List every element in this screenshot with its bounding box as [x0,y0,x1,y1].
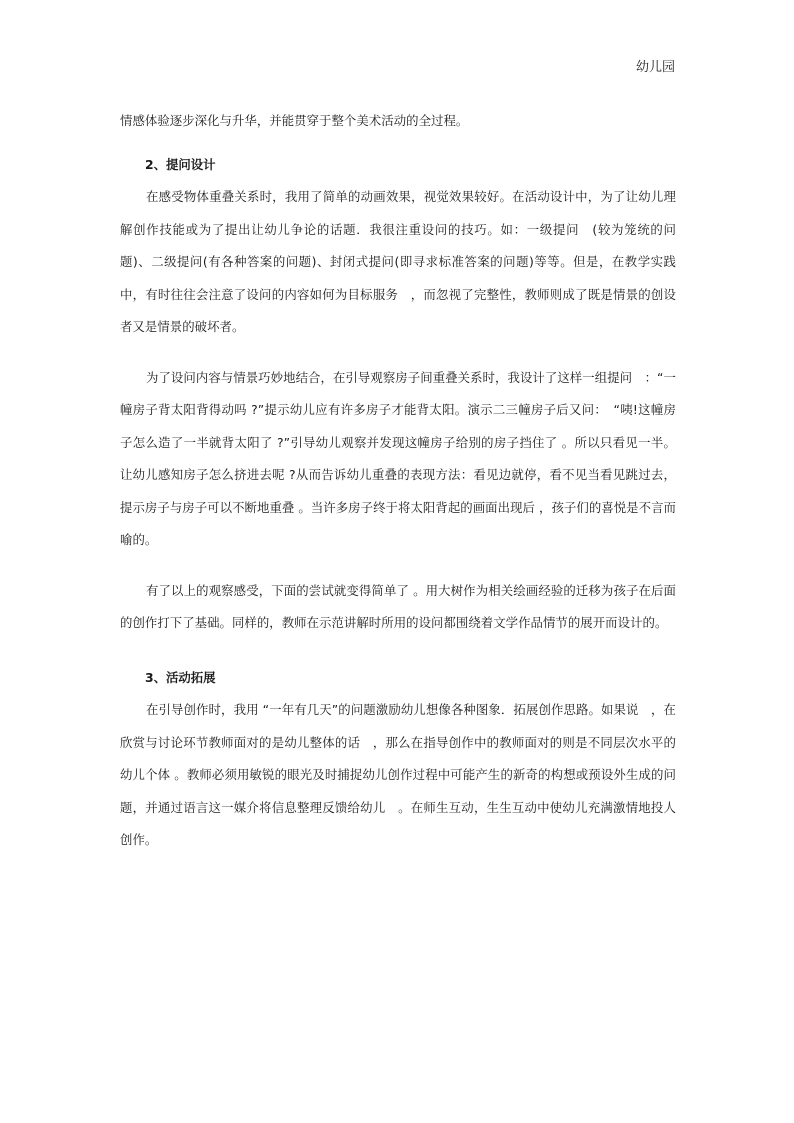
section-2-paragraph-3: 有了以上的观察感受，下面的尝试就变得简单了 。用大树作为相关绘画经验的迁移为孩子在后面的创作打下了基础。同样的，教师在示范讲解时所用的设问都围绕着文学作品情节的展开而设计的。 [120,582,676,630]
section-3-heading: 3、活动拓展 [145,669,216,685]
spacer [120,344,676,362]
section-2-paragraph-2: 为了设问内容与情景巧妙地结合，在引导观察房子间重叠关系时，我设计了这样一组提问 ：“一幢房子背太阳背得动吗 ?”提示幼儿应有许多房子才能背太阳。演示二三幢房子后又问： “咦!这幢房子怎么造了一半就背太阳了 ?”引导幼儿观察并发现这幢房子给别的房子挡住了 。所以只看见一半。让幼儿感知房子怎么挤进去呢 ?从而告诉幼儿重叠的表现方法：看见边就停，看不见当看见跳过去，提示房子与房子可以不断地重叠 。当许多房子终于将太阳背起的画面出现后 ，孩子们的喜悦是不言而喻的。 [120,369,676,547]
document-body [120,105,676,857]
spacer [120,138,676,149]
section-2-paragraph-1: 在感受物体重叠关系时，我用了简单的动画效果，视觉效果较好。在活动设计中，为了让幼儿理解创作技能或为了提出让幼儿争论的话题．我很注重设问的技巧。如：一级提问 (较为笼统的问题)、二级提问(有各种答案的问题)、封闭式提问(即寻求标准答案的问题)等等。但是，在教学实践中，有时往往会注意了设问的内容如何为目标服务 ，而忽视了完整性，教师则成了既是情景的创设者又是情景的破坏者。 [120,189,676,334]
page-header: 幼儿园 [635,60,675,75]
section-2-heading: 2、提问设计 [145,156,216,172]
spacer [120,557,676,575]
intro-tail-paragraph: 情感体验逐步深化与升华，并能贯穿于整个美术活动的全过程。 [120,113,469,128]
spacer [120,640,676,662]
section-3-paragraph-1: 在引导创作时，我用 “一年有几天”的问题激励幼儿想像各种图象．拓展创作思路。如果说 ，在欣赏与讨论环节教师面对的是幼儿整体的话 ，那么在指导创作中的教师面对的则是不同层次水平的幼儿个体 。教师必须用敏锐的眼光及时捕捉幼儿创作过程中可能产生的新奇的构想或预设外生成的问题，并通过语言这一媒介将信息整理反馈给幼儿 。在师生互动，生生互动中使幼儿充满激情地投人创作。 [120,702,676,847]
